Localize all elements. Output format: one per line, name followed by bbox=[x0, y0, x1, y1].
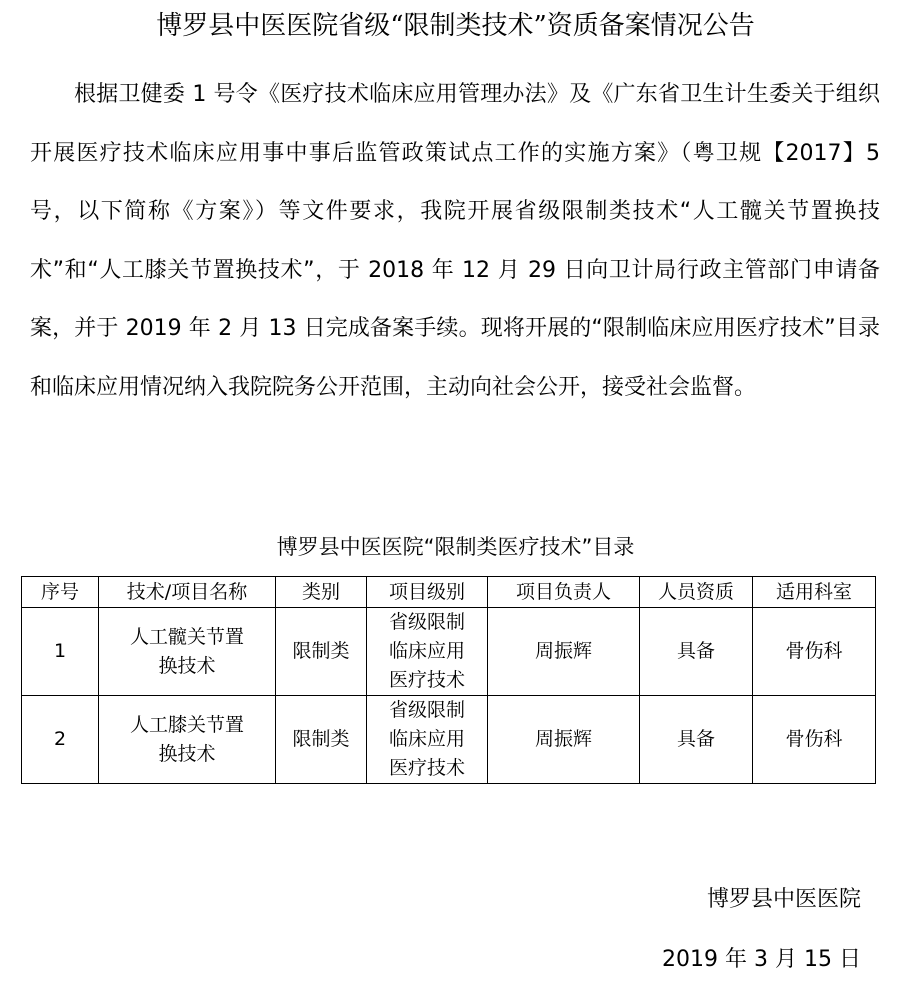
column-header-category: 类别 bbox=[276, 577, 367, 608]
cell-level-line: 省级限制 bbox=[388, 699, 465, 721]
cell-level-line: 医疗技术 bbox=[388, 757, 465, 779]
cell-name bbox=[99, 696, 276, 784]
technology-catalog-table bbox=[21, 576, 876, 784]
cell-no: 2 bbox=[22, 696, 99, 784]
cell-name bbox=[99, 608, 276, 696]
cell-level-line: 临床应用 bbox=[388, 640, 465, 662]
table-header-row bbox=[22, 577, 876, 608]
cell-department: 骨伤科 bbox=[753, 696, 876, 784]
announcement-body: 根据卫健委 1 号令《医疗技术临床应用管理办法》及《广东省卫生计生委关于组织开展医疗技术临床应用事中事后监管政策试点工作的实施方案》（粤卫规【2017】5 号，以下简称《方案》）等文件要求，我院开展省级限制类技术“人工髋关节置换技术”和“人工膝关节置换技术”，于 2018 年 12 月 29 日向卫计局行政主管部门申请备案，并于 2019 年 2 月 13 日完成备案手续。现将开展的“限制临床应用医疗技术”目录和临床应用情况纳入我院院务公开范围，主动向社会公开，接受社会监督。 bbox=[30, 82, 880, 400]
column-header-no: 序号 bbox=[22, 577, 99, 608]
column-header-level: 项目级别 bbox=[367, 577, 488, 608]
cell-department: 骨伤科 bbox=[753, 608, 876, 696]
table-title: 博罗县中医医院“限制类医疗技术”目录 bbox=[276, 535, 635, 559]
table-row bbox=[22, 696, 876, 784]
cell-name-line: 换技术 bbox=[158, 742, 216, 765]
cell-name-line: 换技术 bbox=[158, 654, 216, 677]
cell-category: 限制类 bbox=[276, 696, 367, 784]
cell-name-line: 人工髋关节置 bbox=[129, 625, 244, 648]
cell-qualification: 具备 bbox=[640, 696, 753, 784]
cell-leader: 周振辉 bbox=[488, 608, 640, 696]
cell-qualification: 具备 bbox=[640, 608, 753, 696]
column-header-leader: 项目负责人 bbox=[488, 577, 640, 608]
column-header-department: 适用科室 bbox=[753, 577, 876, 608]
table-row bbox=[22, 608, 876, 696]
cell-level bbox=[367, 696, 488, 784]
cell-leader: 周振辉 bbox=[488, 696, 640, 784]
column-header-qualification: 人员资质 bbox=[640, 577, 753, 608]
signature-date: 2019 年 3 月 15 日 bbox=[662, 947, 861, 972]
column-header-name: 技术/项目名称 bbox=[99, 577, 276, 608]
cell-level-line: 临床应用 bbox=[388, 728, 465, 750]
signature-organization: 博罗县中医医院 bbox=[706, 887, 861, 912]
cell-level-line: 医疗技术 bbox=[388, 669, 465, 691]
cell-name-line: 人工膝关节置 bbox=[129, 713, 244, 736]
cell-category: 限制类 bbox=[276, 608, 367, 696]
cell-level bbox=[367, 608, 488, 696]
cell-no: 1 bbox=[22, 608, 99, 696]
cell-level-line: 省级限制 bbox=[388, 611, 465, 633]
page-title: 博罗县中医医院省级“限制类技术”资质备案情况公告 bbox=[156, 11, 755, 41]
